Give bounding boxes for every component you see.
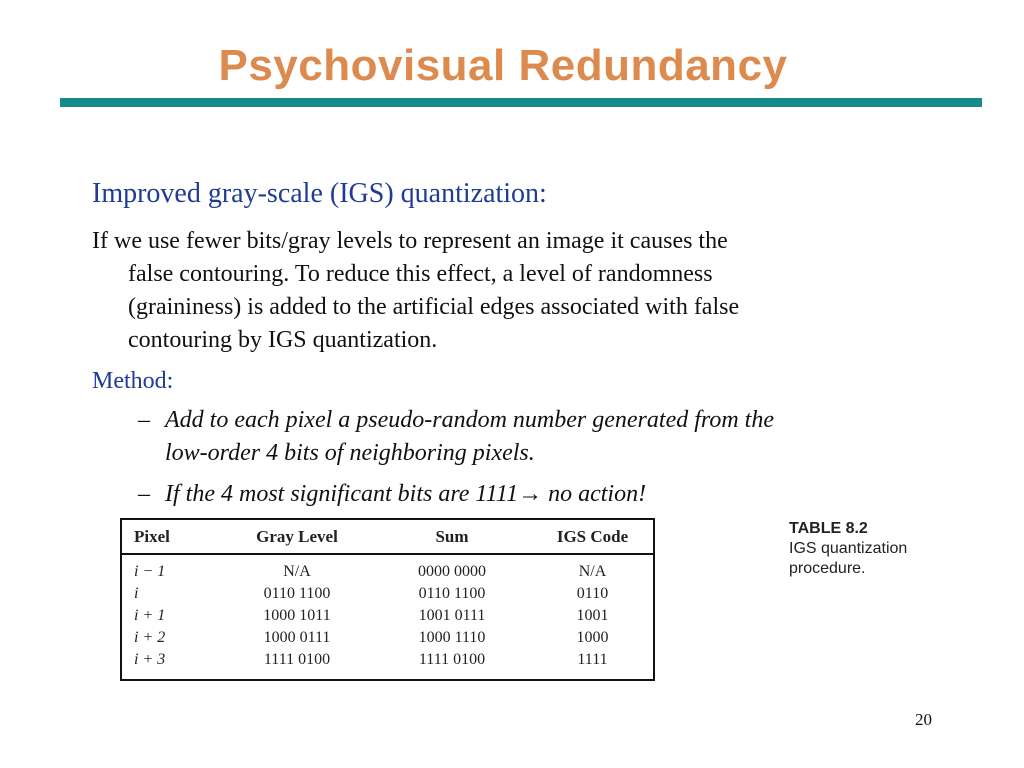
bullet-dash: – (138, 407, 150, 433)
table-row (122, 627, 653, 649)
table-cell: N/A (283, 563, 311, 580)
table-cell: i − 1 (134, 563, 166, 580)
table-row (122, 649, 653, 671)
table-cell: 0110 1100 (418, 585, 486, 602)
bullet-item (138, 404, 774, 470)
column-header: Gray Level (222, 520, 372, 554)
table-cell: i (134, 585, 139, 602)
paragraph-line: (graininess) is added to the artificial edges associated with false (128, 294, 740, 320)
table-cell: 1000 (576, 629, 609, 646)
paragraph-line: contouring by IGS quantization. (128, 327, 438, 353)
table-cell: i + 2 (134, 629, 166, 646)
table-cell: 1001 (576, 607, 609, 624)
table-cell: 1111 (577, 651, 608, 668)
bullet-dash: – (138, 481, 150, 507)
table-cell: 0110 1100 (263, 585, 331, 602)
table-cell: 0000 0000 (418, 563, 486, 580)
paragraph-line: false contouring. To reduce this effect, a level of randomness (128, 261, 713, 287)
table-header-row (122, 520, 653, 554)
table-cell: N/A (578, 563, 607, 580)
caption-title: TABLE 8.2 (789, 520, 868, 537)
caption-text: IGS quantization procedure. (789, 540, 908, 577)
table-cell: i + 1 (134, 607, 166, 624)
column-header: Pixel (122, 520, 222, 554)
table-cell: 1000 1011 (263, 607, 331, 624)
table-cell: 1000 0111 (263, 629, 331, 646)
table-row (122, 554, 653, 583)
table-cell: 1000 1110 (418, 629, 486, 646)
column-header: IGS Code (532, 520, 653, 554)
page-number: 20 (915, 710, 932, 729)
section-heading: Improved gray-scale (IGS) quantization: (92, 178, 547, 209)
paragraph-line: If we use fewer bits/gray levels to represent an image it causes the (92, 228, 728, 254)
body-paragraph (92, 225, 912, 357)
title-divider (60, 98, 982, 107)
bullet-line: Add to each pixel a pseudo-random number generated from the (165, 407, 774, 433)
table-cell: 1111 0100 (263, 651, 331, 668)
table-row (122, 605, 653, 627)
table-cell: i + 3 (134, 651, 166, 668)
table-row (122, 583, 653, 605)
bullet-line: low-order 4 bits of neighboring pixels. (165, 440, 535, 466)
slide-title: Psychovisual Redundancy (218, 41, 788, 90)
table-cell: 1111 0100 (418, 651, 486, 668)
igs-table (120, 518, 655, 681)
method-label: Method: (92, 368, 174, 394)
table-cell: 0110 (576, 585, 609, 602)
bullet-item (138, 478, 646, 511)
column-header: Sum (372, 520, 532, 554)
table-cell: 1001 0111 (418, 607, 486, 624)
table-caption (789, 519, 949, 579)
bullet-line: If the 4 most significant bits are 1111→ no action! (165, 481, 647, 507)
